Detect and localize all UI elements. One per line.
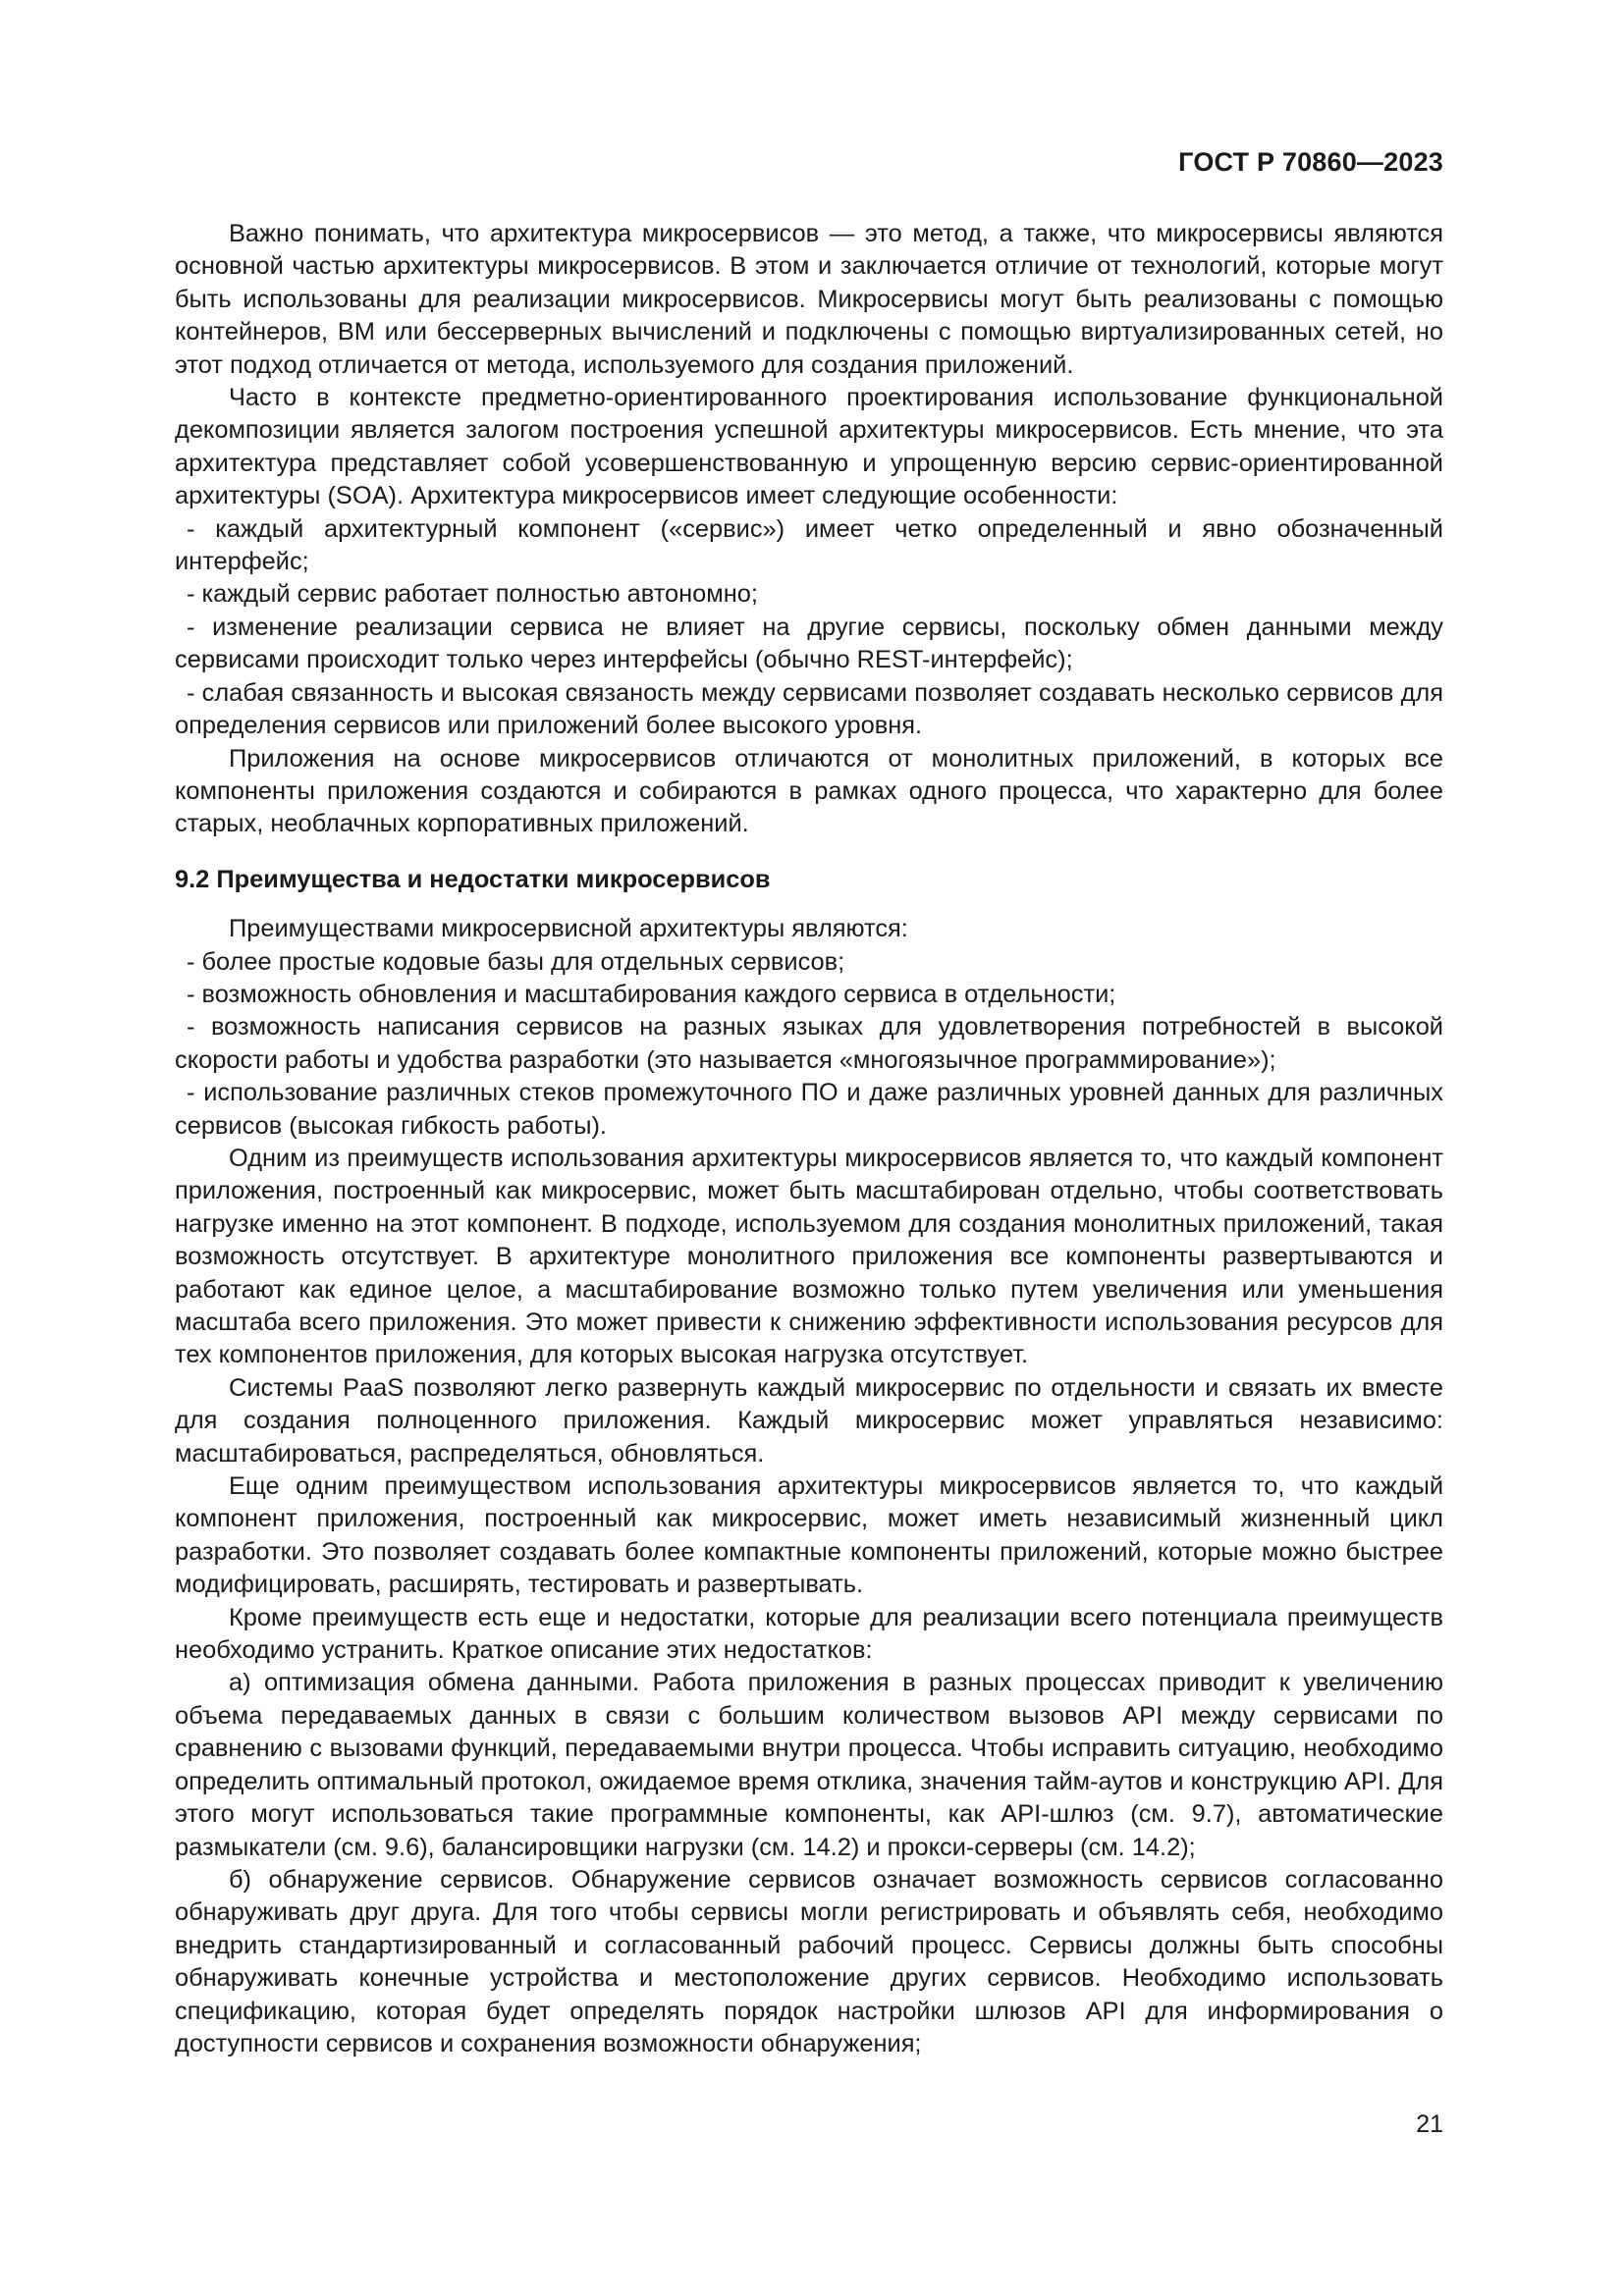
document-id-header: ГОСТ Р 70860—2023 <box>1178 147 1443 177</box>
paragraph: Системы PaaS позволяют легко развернуть каждый микросервис по отдельности и связать их вместе для создания полноценного приложения. Каждый микросервис может управляться независимо: масштабироваться, распределяться, обновляться. <box>175 1373 1443 1468</box>
body-text <box>175 218 1443 2060</box>
paragraph: Еще одним преимуществом использования архитектуры микросервисов является то, что каждый компонент приложения, построенный как микросервис, может иметь независимый жизненный цикл разработки. Это позволяет создавать более компактные компоненты приложений, которые можно быстрее модифицировать, расширять, тестировать и развертывать. <box>175 1472 1443 1599</box>
list-item: - использование различных стеков промежуточного ПО и даже различных уровней данных для различных сервисов (высокая гибкость работы). <box>175 1079 1443 1140</box>
list-item: - слабая связанность и высокая связаность между сервисами позволяет создавать несколько сервисов для определения сервисов или приложений более высокого уровня. <box>175 678 1443 740</box>
list-item: - возможность обновления и масштабирования каждого сервиса в отдельности; <box>187 980 1116 1008</box>
paragraph: Преимуществами микросервисной архитектуры являются: <box>229 915 908 943</box>
section-heading: 9.2 Преимущества и недостатки микросервисов <box>175 865 771 893</box>
list-item: - возможность написания сервисов на разных языках для удовлетворения потребностей в высокой скорости работы и удобства разработки (это называется «многоязычное программирование»); <box>175 1013 1443 1074</box>
list-item: - каждый архитектурный компонент («сервис») имеет четко определенный и явно обозначенный интерфейс; <box>175 514 1443 576</box>
paragraph: Приложения на основе микросервисов отличаются от монолитных приложений, в которых все компоненты приложения создаются и собираются в рамках одного процесса, что характерно для более старых, необлачных корпоративных приложений. <box>175 744 1443 838</box>
paragraph: а) оптимизация обмена данными. Работа приложения в разных процессах приводит к увеличению объема передаваемых данных в связи с большим количеством вызовов API между сервисами по сравнению с вызовами функций, передаваемыми внутри процесса. Чтобы исправить ситуацию, необходимо определить оптимальный протокол, ожидаемое время отклика, значения тайм-аутов и конструкцию API. Для этого могут использоваться такие программные компоненты, как API-шлюз (см. 9.7), автоматические размыкатели (см. 9.6), балансировщики нагрузки (см. 14.2) и прокси-серверы (см. 14.2); <box>175 1669 1443 1861</box>
paragraph: б) обнаружение сервисов. Обнаружение сервисов означает возможность сервисов согласованно обнаруживать друг друга. Для того чтобы сервисы могли регистрировать и объявлять себя, необходимо внедрить стандартизированный и согласованный рабочий процесс. Сервисы должны быть способны обнаруживать конечные устройства и местоположение других сервисов. Необходимо использовать спецификацию, которая будет определять порядок настройки шлюзов API для информирования о доступности сервисов и сохранения возможности обнаружения; <box>175 1865 1443 2057</box>
paragraph: Часто в контексте предметно-ориентированного проектирования использование функциональной декомпозиции является залогом построения успешной архитектуры микросервисов. Есть мнение, что эта архитектура представляет собой усовершенствованную и упрощенную версию сервис-ориентированной архитектуры (SOA). Архитектура микросервисов имеет следующие особенности: <box>175 384 1443 510</box>
list-item: - каждый сервис работает полностью автономно; <box>187 580 758 609</box>
list-item: - более простые кодовые базы для отдельных сервисов; <box>187 947 845 976</box>
paragraph: Важно понимать, что архитектура микросервисов — это метод, а также, что микросервисы являются основной частью архитектуры микросервисов. В этом и заключается отличие от технологий, которые могут быть использованы для реализации микросервисов. Микросервисы могут быть реализованы с помощью контейнеров, ВМ или бессерверных вычислений и подключены с помощью виртуализированных сетей, но этот подход отличается от метода, используемого для создания приложений. <box>175 220 1443 379</box>
page-number: 21 <box>1416 2110 1443 2138</box>
list-item: - изменение реализации сервиса не влияет на другие сервисы, поскольку обмен данными между сервисами происходит только через интерфейсы (обычно REST-интерфейс); <box>175 613 1443 674</box>
paragraph: Кроме преимуществ есть еще и недостатки, которые для реализации всего потенциала преимуществ необходимо устранить. Краткое описание этих недостатков: <box>175 1603 1443 1665</box>
paragraph: Одним из преимуществ использования архитектуры микросервисов является то, что каждый компонент приложения, построенный как микросервис, может быть масштабирован отдельно, чтобы соответствовать нагрузке именно на этот компонент. В подходе, используемом для создания монолитных приложений, такая возможность отсутствует. В архитектуре монолитного приложения все компоненты развертываются и работают как единое целое, а масштабирование возможно только путем увеличения или уменьшения масштаба всего приложения. Это может привести к снижению эффективности использования ресурсов для тех компонентов приложения, для которых высокая нагрузка отсутствует. <box>175 1144 1443 1369</box>
